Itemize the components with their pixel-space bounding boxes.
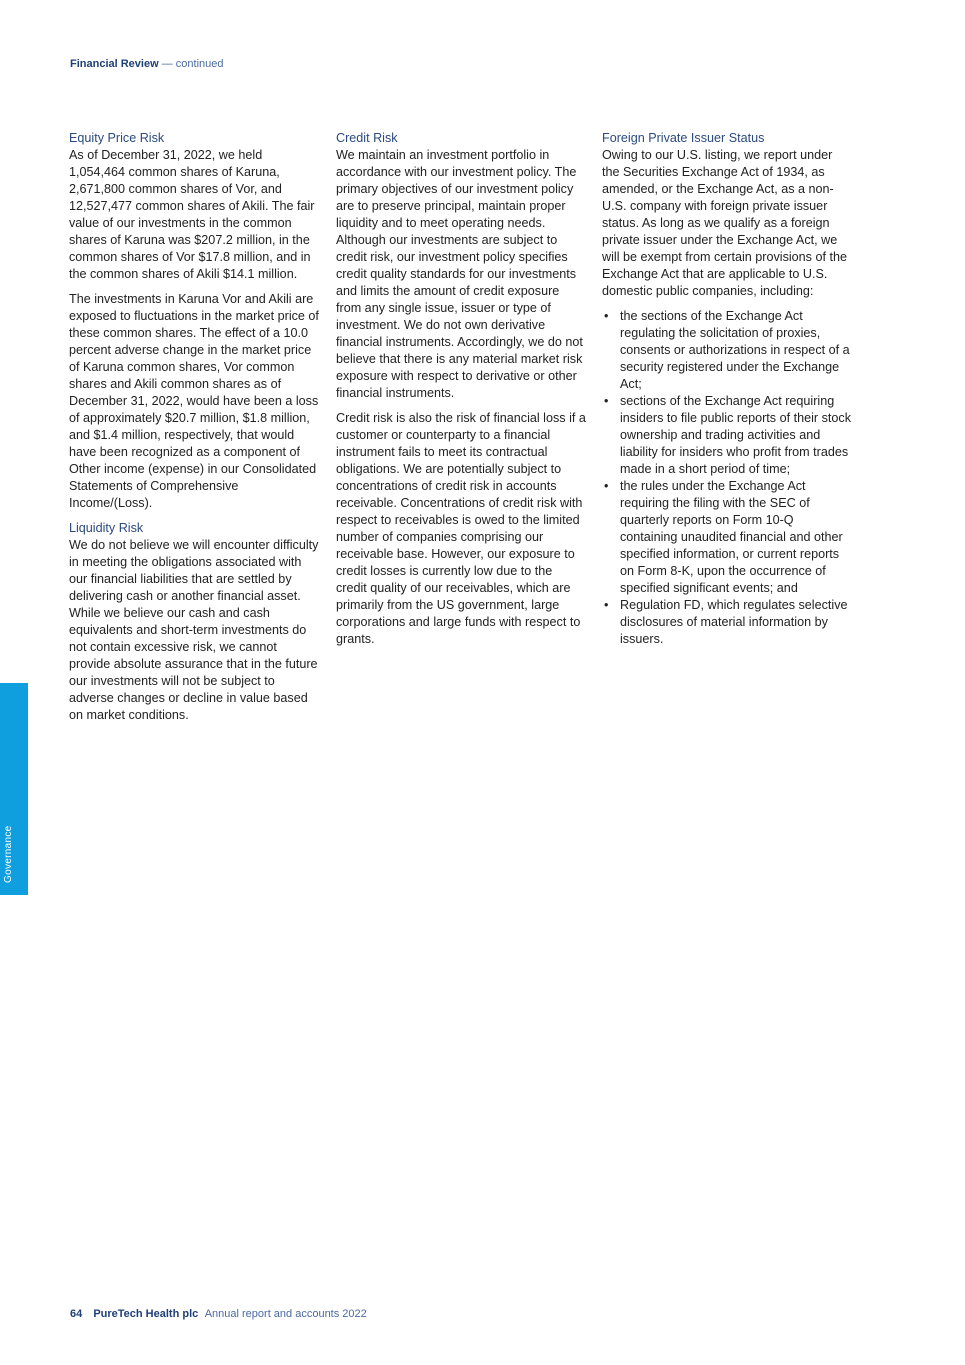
exemptions-list: [602, 308, 852, 648]
bullet-icon: •: [604, 479, 609, 493]
fpi-paragraph-1: Owing to our U.S. listing, we report under the Securities Exchange Act of 1934, as amended, or the Exchange Act, as a non-U.S. company with foreign private issuer status. As long as we qualify as a foreign private issuer under the Exchange Act, we will be exempt from certain provisions of the Exchange Act that are applicable to U.S. domestic public companies, including:: [602, 148, 847, 298]
list-item: [602, 393, 852, 478]
report-title: Annual report and accounts 2022: [204, 1308, 367, 1320]
running-header: [70, 58, 223, 70]
credit-paragraph-2: Credit risk is also the risk of financial loss if a customer or counterparty to a financial instrument fails to meet its contractual obligations. We are potentially subject to concentrations of credit risk in accounts receivable. Concentrations of credit risk with respect to receivables is owed to the limited number of companies comprising our receivable base. However, our exposure to credit losses is currently low due to the credit quality of our receivables, which are primarily from the US government, large corporations and large funds with respect to grants.: [336, 411, 586, 646]
list-item-text: Regulation FD, which regulates selective disclosures of material information by issuers.: [620, 598, 848, 646]
credit-paragraph-1: We maintain an investment portfolio in accordance with our investment policy. The primary objectives of our investment policy are to preserve principal, maintain proper liquidity and to meet operating needs. Although our investments are subject to credit risk, our investment policy specifies credit quality standards for our investments and limits the amount of credit exposure from any single issue, issuer or type of investment. We do not own derivative financial instruments. Accordingly, we do not believe that there is any material market risk exposure with respect to derivative or other financial instruments.: [336, 148, 583, 400]
equity-price-risk-heading: Equity Price Risk: [69, 131, 165, 145]
governance-section-tab[interactable]: [0, 683, 28, 895]
liquidity-risk-heading: Liquidity Risk: [69, 521, 144, 535]
list-item-text: sections of the Exchange Act requiring insiders to file public reports of their stock ownership and trading activities and liability for insiders who profit from trades made in a short period of time;: [620, 394, 851, 476]
foreign-private-issuer-heading: Foreign Private Issuer Status: [602, 131, 765, 145]
column-middle: [336, 130, 586, 656]
page-number: 64: [70, 1308, 83, 1320]
page-footer: [70, 1308, 367, 1320]
bullet-icon: •: [604, 394, 609, 408]
governance-tab-label: Governance: [3, 825, 14, 883]
header-section: Financial Review: [70, 58, 159, 70]
liquidity-paragraph-1: We do not believe we will encounter difficulty in meeting the obligations associated with our financial liabilities that are settled by delivering cash or another financial asset. While we believe our cash and cash equivalents and short-term investments do not contain excessive risk, we cannot provide absolute assurance that in the future our investments will not be subject to adverse changes or decline in value based on market conditions.: [69, 538, 319, 722]
header-suffix: — continued: [161, 58, 224, 70]
list-item: [602, 308, 852, 393]
bullet-icon: •: [604, 598, 609, 612]
equity-paragraph-2: The investments in Karuna Vor and Akili are exposed to fluctuations in the market price of these common shares. The effect of a 10.0 percent adverse change in the market price of Karuna common shares, Vor common shares and Akili common shares as of December 31, 2022, would have been a loss of approximately $20.7 million, $1.8 million, and $1.4 million, respectively, that would have been recognized as a component of Other income (expense) in our Consolidated Statements of Comprehensive Income/(Loss).: [69, 292, 319, 510]
column-left: [69, 130, 319, 732]
company-name: PureTech Health plc: [93, 1308, 199, 1320]
list-item-text: the rules under the Exchange Act requiring the filing with the SEC of quarterly reports on Form 10-Q containing unaudited financial and other specified information, or current reports on Form 8-K, upon the occurrence of specified significant events; and: [620, 479, 843, 595]
list-item-text: the sections of the Exchange Act regulating the solicitation of proxies, consents or authorizations in respect of a security registered under the Exchange Act;: [620, 309, 850, 391]
credit-risk-heading: Credit Risk: [336, 131, 398, 145]
list-item: [602, 478, 852, 597]
column-right: [602, 130, 852, 648]
list-item: [602, 597, 852, 648]
bullet-icon: •: [604, 309, 609, 323]
equity-paragraph-1: As of December 31, 2022, we held 1,054,464 common shares of Karuna, 2,671,800 common shares of Vor, and 12,527,477 common shares of Akili. The fair value of our investments in the common shares of Karuna was $207.2 million, in the common shares of Vor $17.8 million, and in the common shares of Akili $14.1 million.: [69, 148, 315, 281]
